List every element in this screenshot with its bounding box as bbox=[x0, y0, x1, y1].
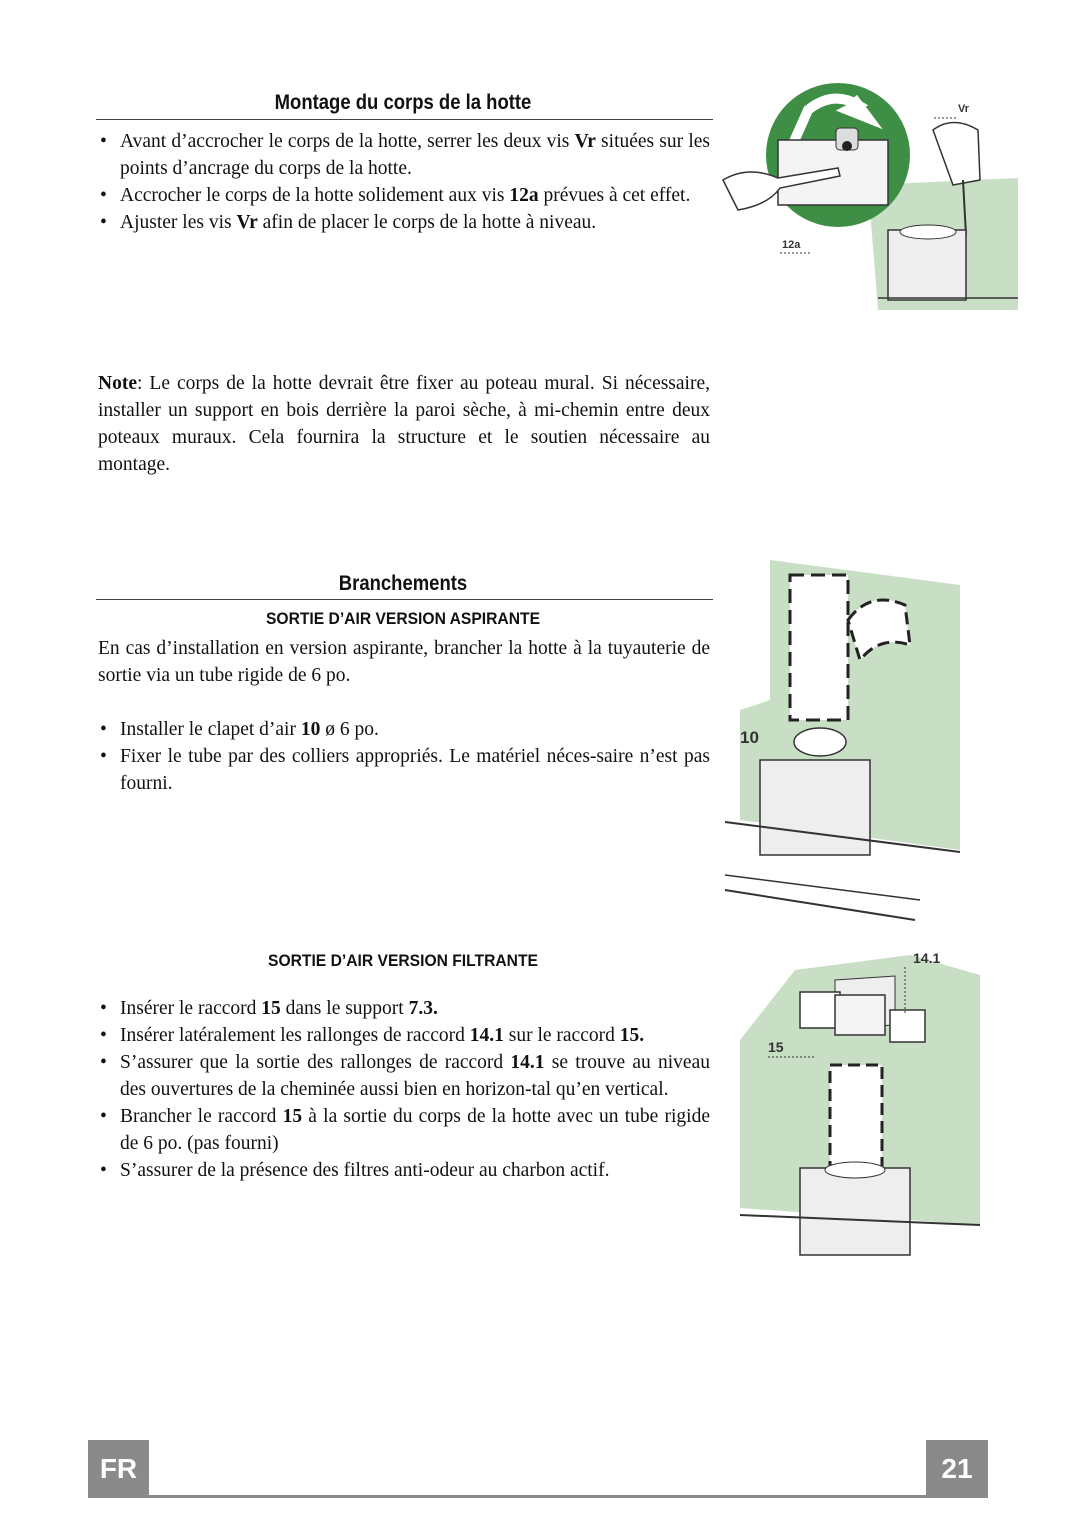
extension-left bbox=[800, 992, 840, 1028]
hood-outlet bbox=[825, 1162, 885, 1178]
label-14-1: 14.1 bbox=[913, 950, 941, 966]
extension-right bbox=[890, 1010, 925, 1042]
rigid-tube bbox=[830, 1065, 882, 1175]
list-item: • Brancher le raccord 15 à la sortie du corps de la hotte avec un tube rigide de 6 po. (pas fourni) bbox=[98, 1103, 710, 1157]
label-15: 15 bbox=[768, 1039, 784, 1055]
figure-filter-version bbox=[735, 940, 985, 1260]
aspirante-bullet-list bbox=[98, 716, 710, 797]
label-vr: Vr bbox=[958, 103, 970, 115]
title-rule bbox=[96, 119, 713, 120]
hood-body bbox=[888, 230, 966, 300]
page-number: 21 bbox=[926, 1440, 988, 1498]
subsection-title-aspirante: SORTIE D’AIR VERSION ASPIRANTE bbox=[265, 609, 541, 628]
list-item: • Ajuster les vis Vr afin de placer le corps de la hotte à niveau. bbox=[98, 209, 710, 236]
list-item: • Avant d’accrocher le corps de la hotte, serrer les deux vis Vr situées sur les points d’ancrage du corps de la hotte. bbox=[98, 128, 710, 182]
figure-hood-mounting bbox=[718, 70, 1018, 310]
title-rule bbox=[96, 599, 713, 600]
figure-ducted-version bbox=[720, 560, 980, 930]
counter-line bbox=[725, 875, 920, 900]
section-title-montage: Montage du corps de la hotte bbox=[274, 91, 532, 114]
footer-rule bbox=[149, 1495, 926, 1498]
subsection-title-filtrante: SORTIE D’AIR VERSION FILTRANTE bbox=[268, 951, 538, 970]
hand-right bbox=[933, 123, 980, 186]
note-paragraph: Note: Le corps de la hotte devrait être fixer au poteau mural. Si nécessaire, installer un support en bois derrière la paroi sèche, à mi-chemin entre deux poteaux muraux. Cela fournira la structure et le soutien nécessaire au montage. bbox=[98, 373, 710, 475]
list-item: • Accrocher le corps de la hotte solidement aux vis 12a prévues à cet effet. bbox=[98, 182, 710, 209]
aspirante-intro: En cas d’installation en version aspirante, brancher la hotte à la tuyauterie de sortie via un tube rigide de 6 po. bbox=[98, 638, 710, 686]
list-item: • S’assurer que la sortie des rallonges de raccord 14.1 se trouve au niveau des ouvertures de la cheminée aussi bien en horizon-tal qu’en vertical. bbox=[98, 1049, 710, 1103]
montage-bullet-list bbox=[98, 128, 710, 236]
label-10: 10 bbox=[740, 728, 759, 747]
hood-body bbox=[760, 760, 870, 855]
counter-line bbox=[725, 890, 915, 920]
list-item: • Insérer latéralement les rallonges de raccord 14.1 sur le raccord 15. bbox=[98, 1022, 710, 1049]
list-item: • S’assurer de la présence des filtres anti-odeur au charbon actif. bbox=[98, 1157, 710, 1184]
screw-icon bbox=[842, 141, 852, 151]
list-item: • Fixer le tube par des colliers appropriés. Le matériel néces-saire n’est pas fourni. bbox=[98, 743, 710, 797]
note-label: Note bbox=[98, 373, 137, 394]
language-badge: FR bbox=[88, 1440, 149, 1498]
rigid-tube bbox=[790, 575, 848, 720]
connector-15 bbox=[835, 995, 885, 1035]
hood-body bbox=[800, 1168, 910, 1255]
section-title-branchements: Branchements bbox=[338, 572, 468, 595]
hood-outlet bbox=[900, 225, 956, 239]
label-12a: 12a bbox=[782, 239, 801, 251]
list-item: • Insérer le raccord 15 dans le support 7.3. bbox=[98, 995, 710, 1022]
list-item: • Installer le clapet d’air 10 ø 6 po. bbox=[98, 716, 710, 743]
air-damper bbox=[794, 728, 846, 756]
filtrante-bullet-list bbox=[98, 995, 710, 1184]
